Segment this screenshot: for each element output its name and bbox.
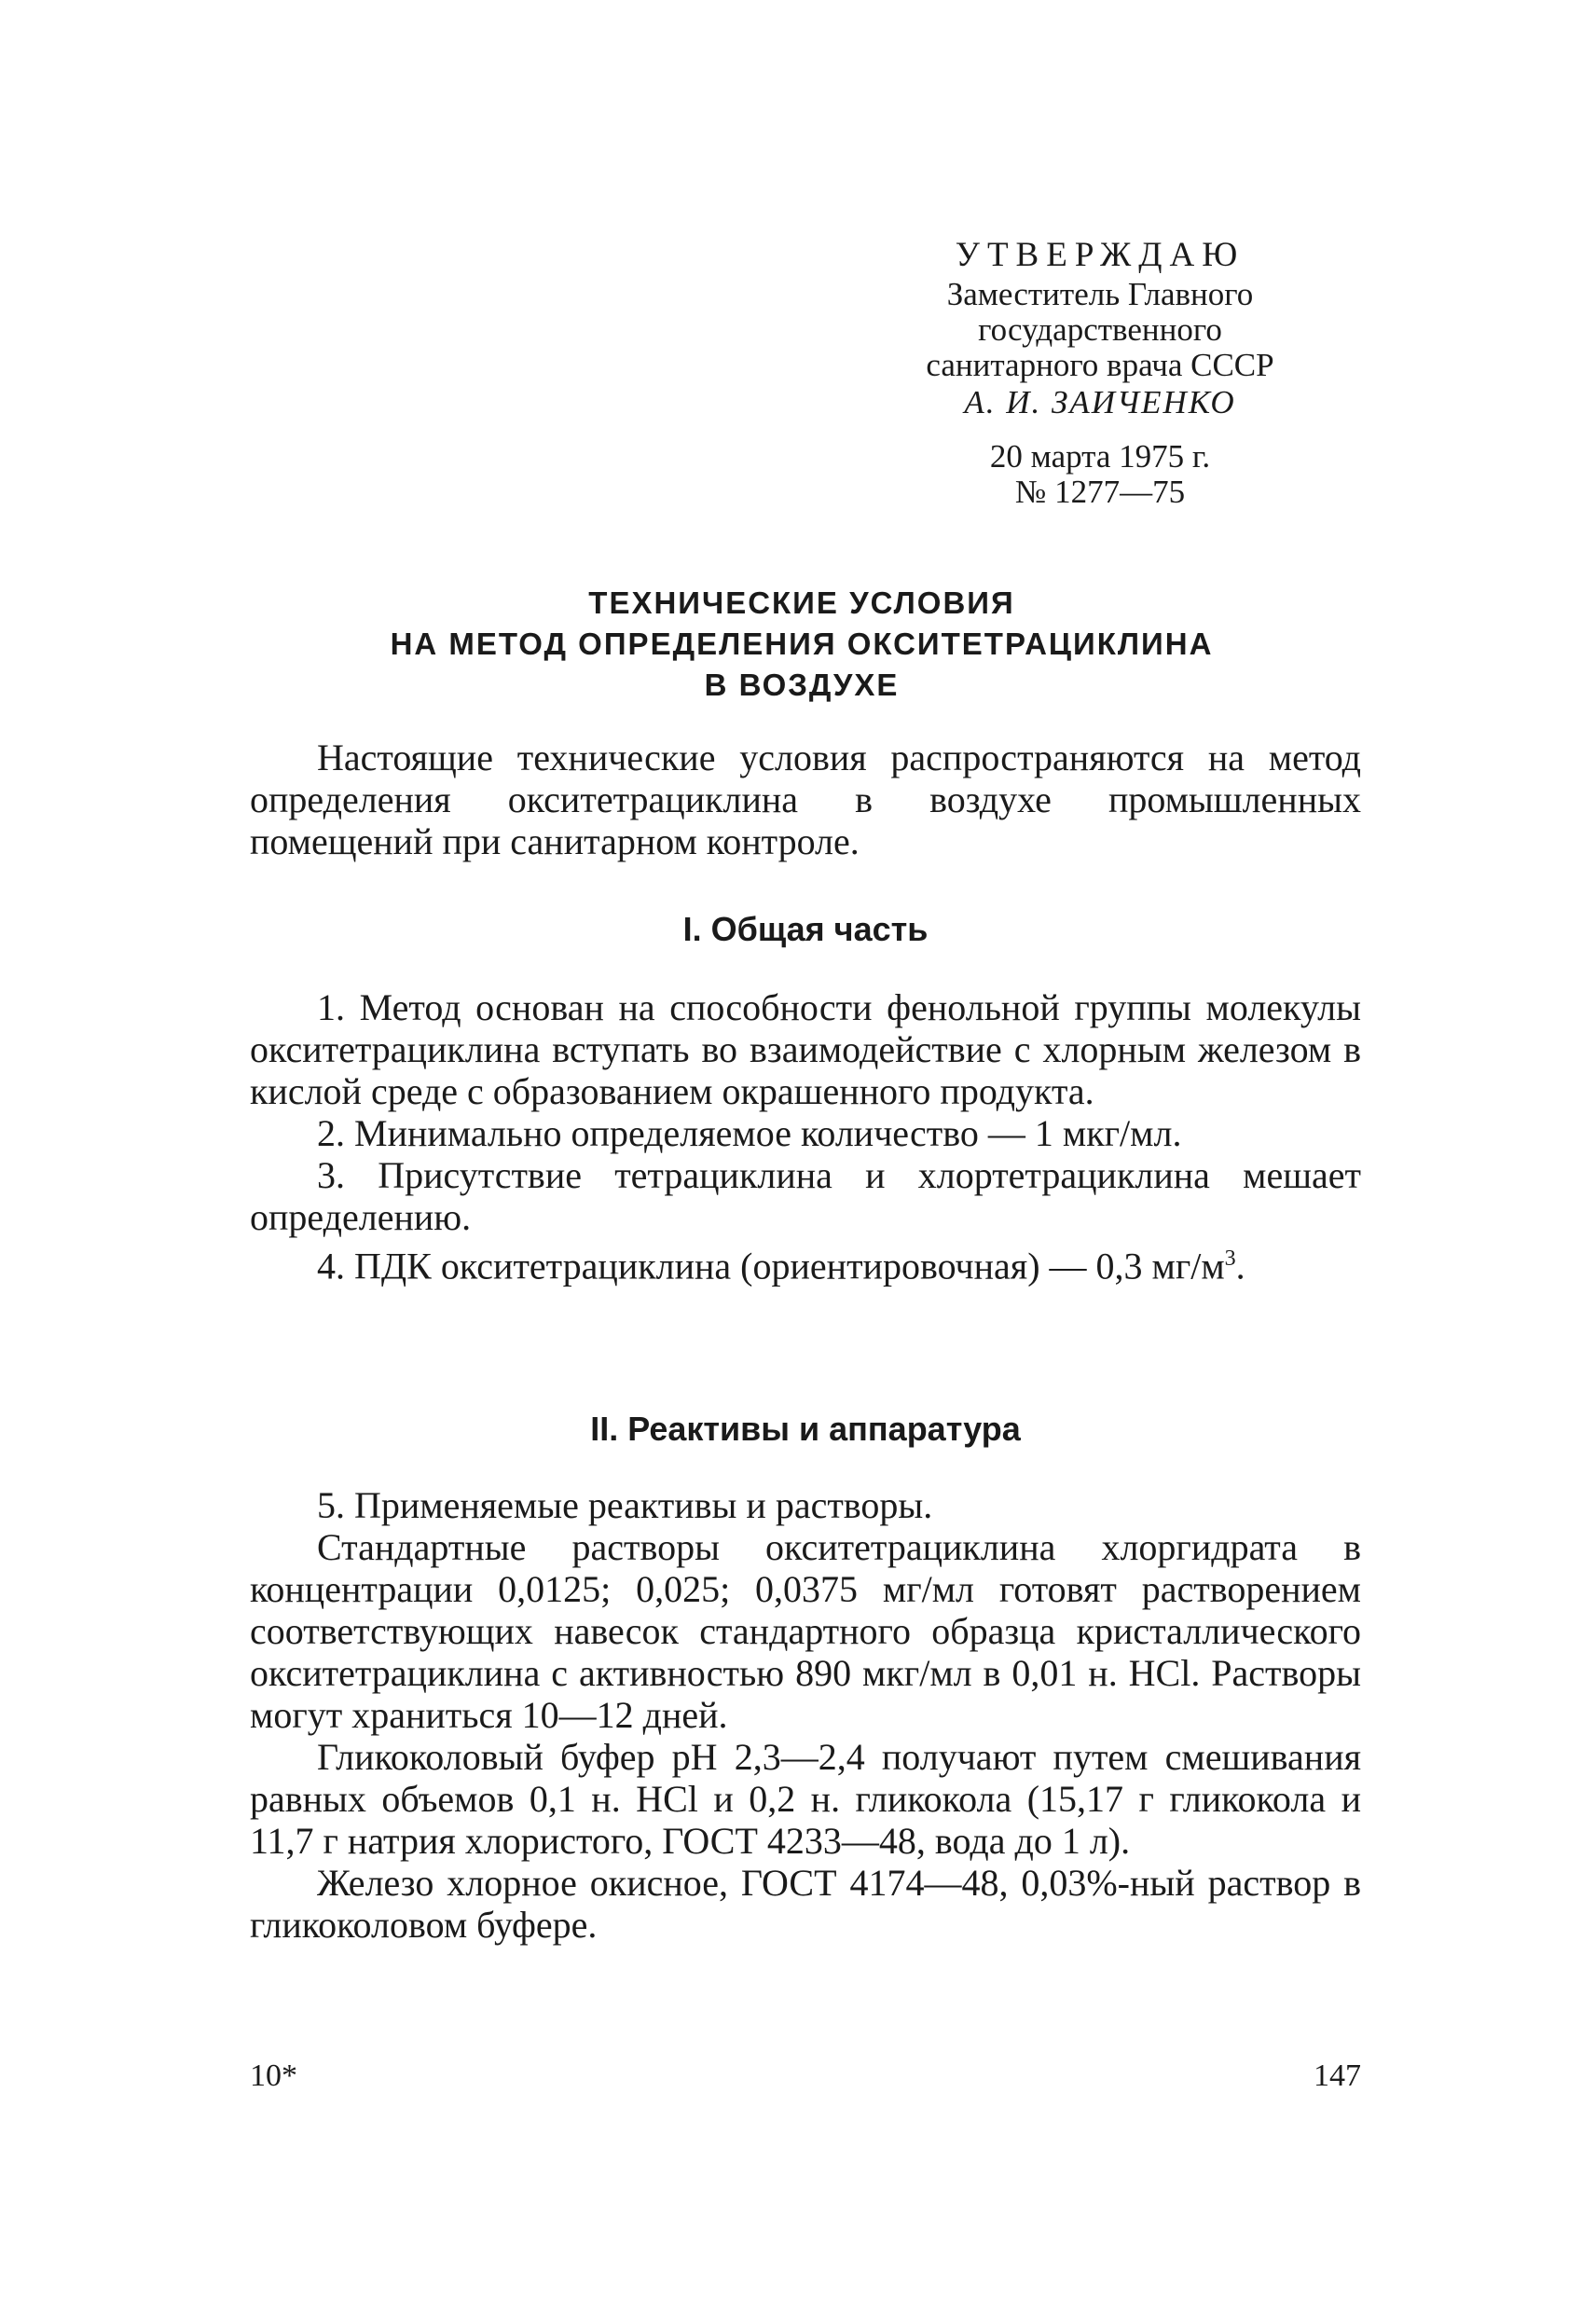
pdk-unit-superscript: 3 [1224,1246,1236,1271]
section1-paragraph-2: 2. Минимально определяемое количество — 1 мкг/мл. [317,1112,1182,1154]
section2-paragraph-1: 5. Применяемые реактивы и растворы. [317,1484,933,1526]
section2-paragraph-3: Гликоколовый буфер pH 2,3—2,4 получают путем смешивания равных объемов 0,1 н. HCl и 0,2 н. гликокола (15,17 г гликокола и 11,7 г натрия хлористого, ГОСТ 4233—48, вода до 1 л). [250,1736,1361,1862]
approval-number: № 1277—75 [1014,474,1186,510]
section2-paragraph-4: Железо хлорное окисное, ГОСТ 4174—48, 0,03%-ный раствор в гликоколовом буфере. [250,1862,1361,1946]
pdk-text: 4. ПДК окситетрациклина (ориентировочная) — 0,3 мг/м [317,1245,1225,1287]
section1-paragraph-1: 1. Метод основан на способности фенольной группы молекулы окситетрациклина вступать во взаимодействие с хлорным железом в кислой среде с образованием окрашенного продукта. [250,986,1361,1112]
approval-position-line1: Заместитель Главного [946,276,1254,312]
intro-paragraph: Настоящие технические условия распространяются на метод определения окситетрациклина в воздухе промышленных помещений при санитарном контроле. [250,737,1361,862]
page-number: 147 [1314,2058,1361,2093]
section1-paragraph-4 [250,1238,1361,1287]
pdk-end: . [1235,1245,1245,1287]
document-title [242,583,1361,706]
approval-position-line3: санитарного врача СССР [926,347,1274,383]
section2-body [250,1484,1361,1946]
section2-heading: II. Реактивы и аппаратура [590,1410,1021,1448]
section2-paragraph-2: Стандартные растворы окситетрациклина хлоргидрата в концентрации 0,0125; 0,025; 0,0375 мг/мл готовят растворением соответствующих навесок стандартного образца кристаллического окситетрациклина с активностью 890 мкг/мл в 0,01 н. HCl. Растворы могут храниться 10—12 дней. [250,1526,1361,1736]
approval-heading: УТВЕРЖДАЮ [955,236,1245,274]
signature-mark: 10* [250,2058,297,2093]
title-line3: В ВОЗДУХЕ [704,668,900,702]
approval-date: 20 марта 1975 г. [989,438,1211,475]
intro-block [250,737,1361,862]
section1-body [250,986,1361,1287]
title-line2: НА МЕТОД ОПРЕДЕЛЕНИЯ ОКСИТЕТРАЦИКЛИНА [390,626,1214,661]
section1-heading: I. Общая часть [682,910,929,948]
section1-paragraph-3: 3. Присутствие тетрациклина и хлортетрациклина мешает определению. [250,1154,1361,1238]
title-line1: ТЕХНИЧЕСКИЕ УСЛОВИЯ [588,585,1015,620]
approval-signer: А. И. ЗАИЧЕНКО [964,384,1236,420]
approval-block [876,238,1324,510]
approval-position-line2: государственного [978,311,1222,348]
